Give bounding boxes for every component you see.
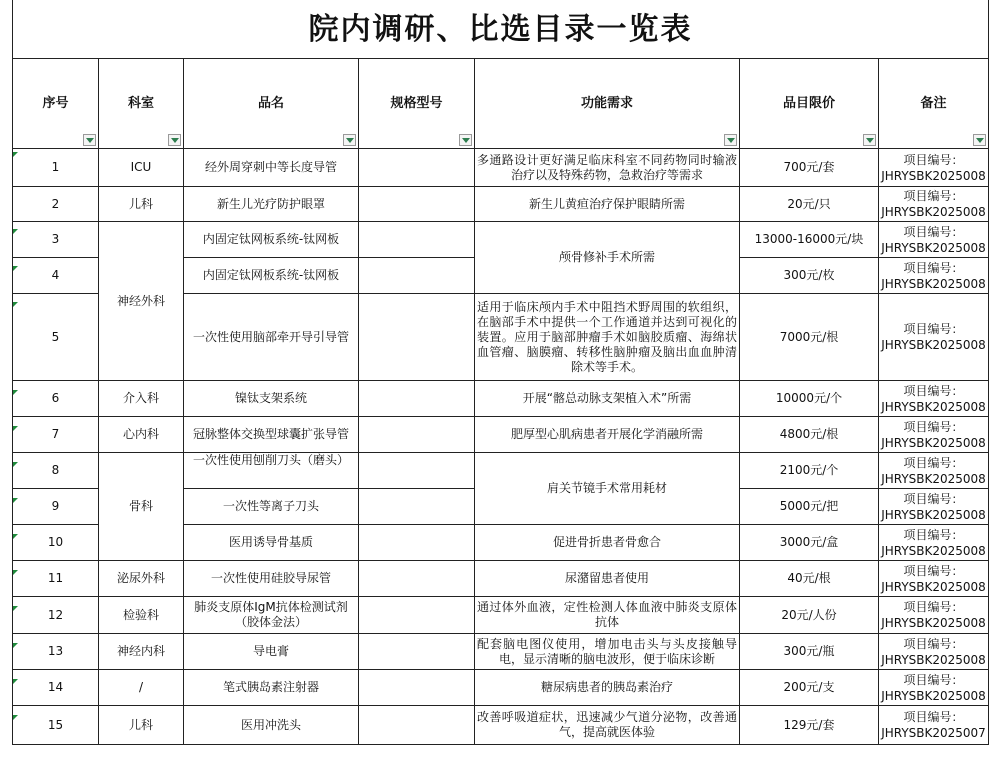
cell-dept[interactable]: 心内科	[99, 417, 184, 453]
note-label: 项目编号：	[903, 491, 964, 506]
cell-no[interactable]: 6	[13, 381, 99, 417]
cell-indicator-icon	[13, 426, 18, 431]
note-label: 项目编号：	[903, 600, 964, 614]
header-spec: 规格型号	[359, 59, 475, 149]
cell-price[interactable]: 4800元/根	[740, 417, 879, 453]
cell-note[interactable]	[879, 525, 989, 561]
cell-func[interactable]	[475, 149, 740, 187]
cell-func-text: 适用于临床颅内手术中阻挡术野周围的软组织，在脑部手术中提供一个工作通道并达到可视化的装置。应用于脑部肿瘤手术如脑胶质瘤、海绵状血管瘤、脑膜瘤、转移性脑肿瘤及脑出血血肿清除术等手术。	[477, 299, 737, 374]
cell-func[interactable]	[475, 187, 740, 222]
table-row	[13, 453, 989, 489]
cell-name[interactable]: 新生儿光疗防护眼罩	[184, 187, 359, 222]
cell-no[interactable]: 9	[13, 489, 99, 525]
cell-no[interactable]: 1	[13, 149, 99, 187]
cell-name[interactable]: 一次性使用刨削刀头（磨头）	[184, 453, 359, 489]
cell-spec[interactable]	[359, 489, 475, 525]
cell-spec[interactable]	[359, 222, 475, 258]
cell-note[interactable]	[879, 670, 989, 706]
cell-price[interactable]: 200元/支	[740, 670, 879, 706]
cell-indicator-icon	[13, 390, 18, 395]
cell-price[interactable]: 2100元/个	[740, 453, 879, 489]
cell-indicator-icon	[13, 462, 18, 467]
cell-func-text: 多通路设计更好满足临床科室不同药物同时输液治疗以及特殊药物，急救治疗等需求	[477, 152, 737, 182]
cell-name[interactable]: 镍钛支架系统	[184, 381, 359, 417]
note-code: JHRYSBK2025008	[881, 276, 986, 291]
cell-indicator-icon	[13, 679, 18, 684]
cell-no[interactable]: 5	[13, 294, 99, 381]
cell-dept[interactable]: 检验科	[99, 597, 184, 634]
cell-dept[interactable]: 儿科	[99, 187, 184, 222]
cell-no[interactable]: 4	[13, 258, 99, 294]
header-dept: 科室	[99, 59, 184, 149]
cell-func-text: 尿潴留患者使用	[564, 571, 649, 585]
cell-name[interactable]: 一次性使用硅胶导尿管	[184, 561, 359, 597]
cell-spec[interactable]	[359, 597, 475, 634]
filter-dropdown-icon[interactable]	[863, 134, 876, 146]
note-code: JHRYSBK2025008	[881, 168, 986, 183]
cell-note[interactable]	[879, 187, 989, 222]
cell-dept[interactable]: 泌尿外科	[99, 561, 184, 597]
cell-func-text: 通过体外血液，定性检测人体血液中肺炎支原体抗体	[477, 600, 737, 629]
cell-func[interactable]	[475, 453, 740, 525]
note-label: 项目编号：	[903, 260, 964, 275]
cell-note[interactable]	[879, 634, 989, 670]
cell-dept[interactable]: 介入科	[99, 381, 184, 417]
cell-price[interactable]: 129元/套	[740, 706, 879, 745]
cell-indicator-icon	[13, 570, 18, 575]
cell-indicator-icon	[13, 266, 18, 271]
cell-func[interactable]	[475, 706, 740, 745]
table-row	[13, 706, 989, 745]
cell-dept[interactable]: 儿科	[99, 706, 184, 745]
note-code: JHRYSBK2025008	[881, 688, 986, 703]
note-label: 项目编号：	[903, 322, 964, 336]
cell-price[interactable]: 7000元/根	[740, 294, 879, 381]
cell-note[interactable]	[879, 417, 989, 453]
note-code: JHRYSBK2025008	[881, 543, 986, 558]
cell-func[interactable]	[475, 561, 740, 597]
cell-price[interactable]: 20元/只	[740, 187, 879, 222]
filter-dropdown-icon[interactable]	[168, 134, 181, 146]
note-code: JHRYSBK2025007	[881, 726, 986, 740]
cell-func[interactable]	[475, 634, 740, 670]
cell-note[interactable]	[879, 222, 989, 258]
note-code: JHRYSBK2025008	[881, 616, 986, 630]
cell-spec[interactable]	[359, 670, 475, 706]
cell-func-text: 促进骨折患者骨愈合	[552, 535, 661, 549]
cell-spec[interactable]	[359, 453, 475, 489]
table-row	[13, 597, 989, 634]
cell-func-text: 肥厚型心肌病患者开展化学消融所需	[510, 427, 703, 441]
cell-no[interactable]: 11	[13, 561, 99, 597]
cell-name[interactable]: 内固定钛网板系统-钛网板	[184, 258, 359, 294]
cell-name[interactable]: 医用冲洗头	[184, 706, 359, 745]
table-row	[13, 381, 989, 417]
cell-no[interactable]: 12	[13, 597, 99, 634]
cell-spec[interactable]	[359, 561, 475, 597]
table-row	[13, 670, 989, 706]
note-code: JHRYSBK2025008	[881, 399, 986, 414]
table-row	[13, 561, 989, 597]
table-row	[13, 634, 989, 670]
cell-spec[interactable]	[359, 381, 475, 417]
cell-no[interactable]: 14	[13, 670, 99, 706]
filter-dropdown-icon[interactable]	[724, 134, 737, 146]
header-no: 序号	[13, 59, 99, 149]
header-name: 品名	[184, 59, 359, 149]
note-code: JHRYSBK2025008	[881, 435, 986, 450]
cell-indicator-icon	[13, 152, 18, 157]
cell-name[interactable]: 一次性使用脑部牵开导引导管	[184, 294, 359, 381]
filter-dropdown-icon[interactable]	[459, 134, 472, 146]
cell-price[interactable]: 20元/人份	[740, 597, 879, 634]
cell-price[interactable]: 5000元/把	[740, 489, 879, 525]
cell-func-text: 肩关节镜手术常用耗材	[546, 481, 667, 495]
header-price: 品目限价	[740, 59, 879, 149]
cell-indicator-icon	[13, 229, 18, 234]
note-label: 项目编号：	[903, 224, 964, 239]
cell-price[interactable]: 700元/套	[740, 149, 879, 187]
cell-func-text: 配套脑电图仪使用，增加电击头与头皮接触导电，显示清晰的脑电波形，便于临床诊断	[477, 636, 737, 666]
cell-dept[interactable]: /	[99, 670, 184, 706]
cell-note[interactable]	[879, 706, 989, 745]
cell-func[interactable]	[475, 417, 740, 453]
cell-dept[interactable]: 骨科	[99, 453, 184, 561]
cell-dept[interactable]: ICU	[99, 149, 184, 187]
cell-spec[interactable]	[359, 294, 475, 381]
cell-name[interactable]: 一次性等离子刀头	[184, 489, 359, 525]
cell-name[interactable]: 经外周穿刺中等长度导管	[184, 149, 359, 187]
cell-name[interactable]: 内固定钛网板系统-钛网板	[184, 222, 359, 258]
cell-price[interactable]: 3000元/盒	[740, 525, 879, 561]
cell-func[interactable]	[475, 597, 740, 634]
table-row	[13, 222, 989, 258]
cell-no[interactable]: 8	[13, 453, 99, 489]
table-row	[13, 149, 989, 187]
cell-no[interactable]: 10	[13, 525, 99, 561]
cell-note[interactable]	[879, 561, 989, 597]
cell-price[interactable]: 13000-16000元/块	[740, 222, 879, 258]
cell-name[interactable]: 冠脉整体交换型球囊扩张导管	[184, 417, 359, 453]
cell-func-text: 新生儿黄疸治疗保护眼睛所需	[528, 196, 685, 211]
cell-spec[interactable]	[359, 187, 475, 222]
cell-func[interactable]	[475, 294, 740, 381]
cell-no[interactable]: 3	[13, 222, 99, 258]
cell-no[interactable]: 13	[13, 634, 99, 670]
cell-note[interactable]	[879, 489, 989, 525]
cell-note[interactable]	[879, 294, 989, 381]
note-code: JHRYSBK2025008	[881, 652, 986, 667]
note-code: JHRYSBK2025008	[881, 205, 986, 219]
cell-price[interactable]: 40元/根	[740, 561, 879, 597]
cell-dept[interactable]: 神经外科	[99, 222, 184, 381]
cell-note[interactable]	[879, 453, 989, 489]
catalog-table	[12, 0, 989, 745]
cell-price[interactable]: 10000元/个	[740, 381, 879, 417]
cell-spec[interactable]	[359, 258, 475, 294]
note-label: 项目编号：	[903, 189, 964, 203]
cell-price[interactable]: 300元/瓶	[740, 634, 879, 670]
cell-func[interactable]	[475, 381, 740, 417]
table-row	[13, 187, 989, 222]
note-label: 项目编号：	[903, 636, 964, 651]
cell-spec[interactable]	[359, 525, 475, 561]
cell-indicator-icon	[13, 498, 18, 503]
cell-dept[interactable]: 神经内科	[99, 634, 184, 670]
cell-indicator-icon	[13, 643, 18, 648]
cell-func[interactable]	[475, 525, 740, 561]
note-label: 项目编号：	[903, 710, 964, 724]
note-code: JHRYSBK2025008	[881, 471, 986, 486]
cell-func-text: 糖尿病患者的胰岛素治疗	[540, 680, 673, 694]
cell-price[interactable]: 300元/枚	[740, 258, 879, 294]
note-label: 项目编号：	[903, 383, 964, 398]
cell-func-text: 改善呼吸道症状，迅速减少气道分泌物，改善通气，提高就医体验	[477, 710, 737, 739]
note-label: 项目编号：	[903, 455, 964, 470]
cell-indicator-icon	[13, 715, 18, 720]
cell-func-text: 开展“髂总动脉支架植入术”所需	[522, 391, 692, 405]
header-note: 备注	[879, 59, 989, 149]
page-title: 院内调研、比选目录一览表	[13, 0, 989, 59]
note-code: JHRYSBK2025008	[881, 338, 986, 352]
note-label: 项目编号：	[903, 152, 964, 167]
cell-name[interactable]: 笔式胰岛素注射器	[184, 670, 359, 706]
cell-func[interactable]	[475, 670, 740, 706]
note-label: 项目编号：	[903, 419, 964, 434]
filter-dropdown-icon[interactable]	[343, 134, 356, 146]
cell-no[interactable]: 15	[13, 706, 99, 745]
note-label: 项目编号：	[903, 672, 964, 687]
note-label: 项目编号：	[903, 563, 964, 578]
cell-no[interactable]: 7	[13, 417, 99, 453]
cell-note[interactable]	[879, 149, 989, 187]
filter-dropdown-icon[interactable]	[973, 134, 986, 146]
cell-note[interactable]	[879, 381, 989, 417]
cell-note[interactable]	[879, 258, 989, 294]
note-code: JHRYSBK2025008	[881, 579, 986, 594]
cell-spec[interactable]	[359, 417, 475, 453]
cell-indicator-icon	[13, 534, 18, 539]
cell-spec[interactable]	[359, 149, 475, 187]
note-code: JHRYSBK2025008	[881, 240, 986, 255]
header-func: 功能需求	[475, 59, 740, 149]
cell-indicator-icon	[13, 606, 18, 611]
cell-name[interactable]: 医用诱导骨基质	[184, 525, 359, 561]
cell-spec[interactable]	[359, 706, 475, 745]
cell-indicator-icon	[13, 302, 18, 307]
filter-dropdown-icon[interactable]	[83, 134, 96, 146]
note-code: JHRYSBK2025008	[881, 507, 986, 522]
table-row	[13, 417, 989, 453]
cell-func-text: 颅骨修补手术所需	[558, 250, 655, 264]
note-label: 项目编号：	[903, 527, 964, 542]
cell-name[interactable]: 肺炎支原体IgM抗体检测试剂（胶体金法）	[184, 597, 359, 634]
cell-name[interactable]: 导电膏	[184, 634, 359, 670]
cell-note[interactable]	[879, 597, 989, 634]
cell-func[interactable]	[475, 222, 740, 294]
cell-spec[interactable]	[359, 634, 475, 670]
cell-no[interactable]: 2	[13, 187, 99, 222]
